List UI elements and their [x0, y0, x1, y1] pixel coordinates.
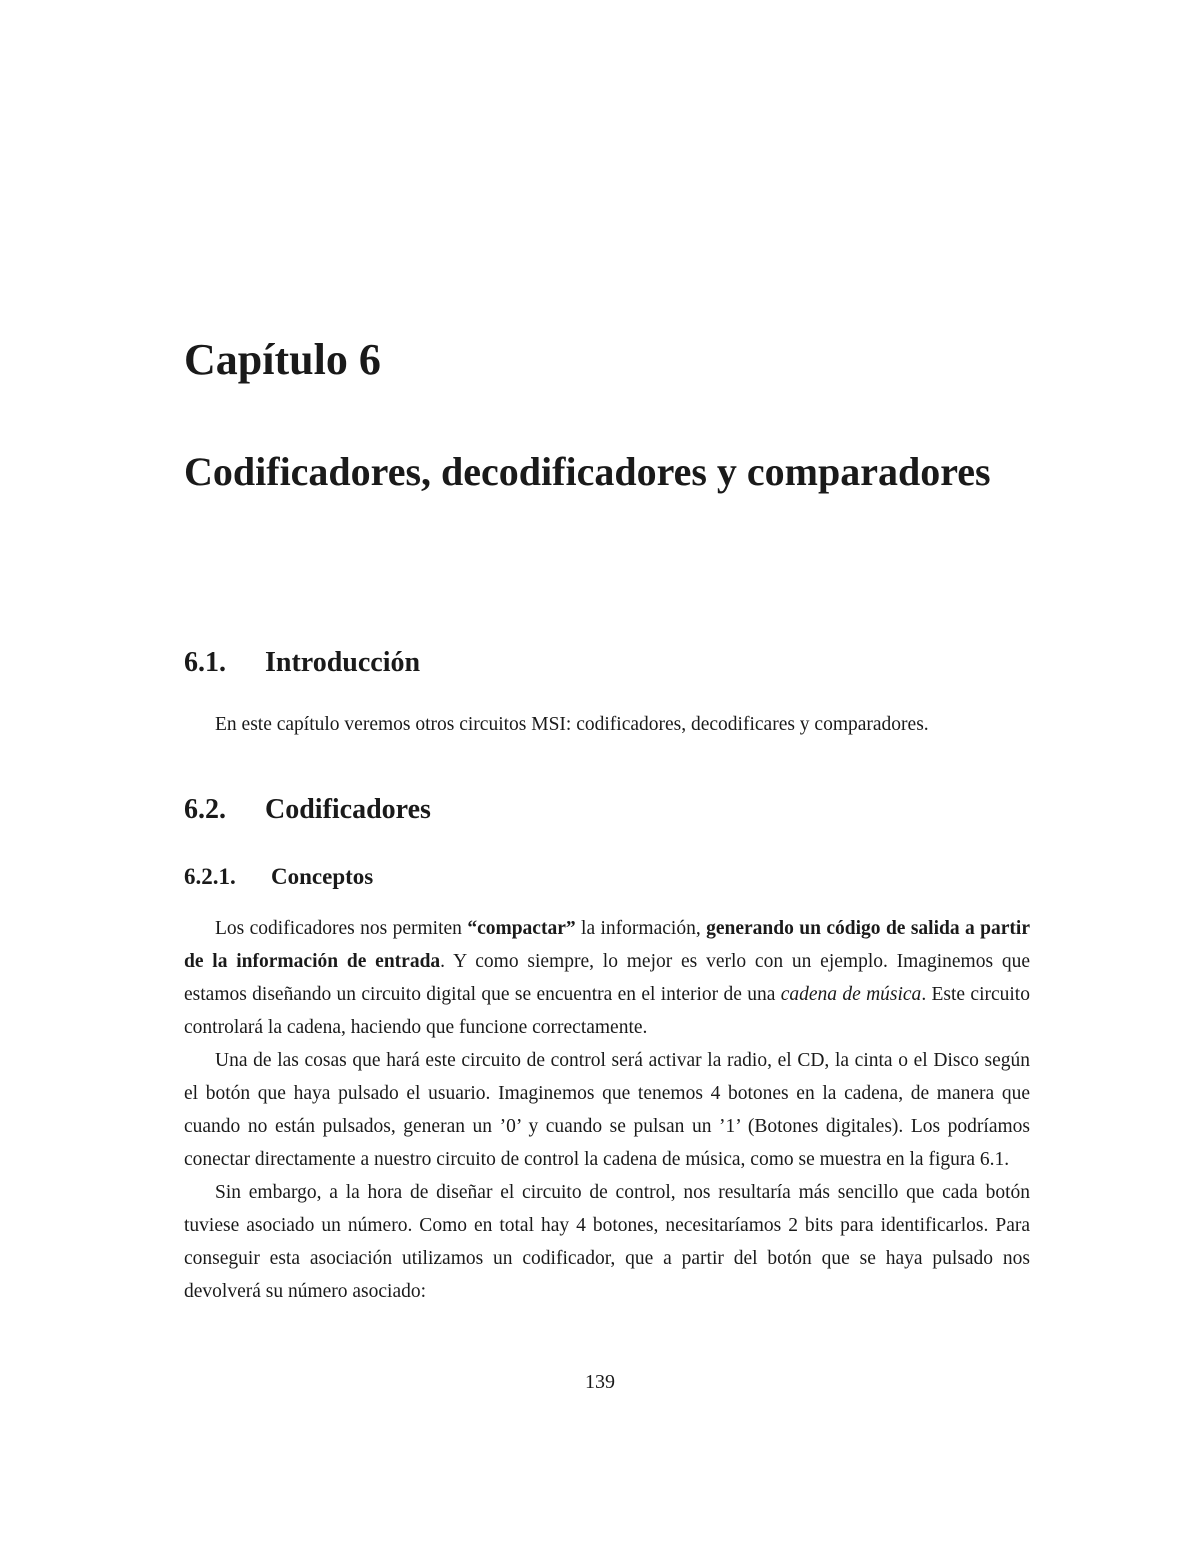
subsection-number: 6.2.1.: [184, 864, 236, 889]
bold-text-run: generando un código de salida a partir de la información de entrada: [184, 918, 1030, 972]
paragraph-3: [184, 1176, 1030, 1308]
text-run: Sin embargo, a la hora de diseñar el circuito de control, nos resultaría más sencillo que cada botón tuviese asociado un número. Como en total hay 4 botones, necesitaríamos 2 bits para identificarlos. Para conseguir esta asociación utilizamos un codificador, que a partir del botón que se haya pulsado nos devolverá su número asociado:: [184, 1182, 1030, 1302]
text-run: Una de las cosas que hará este circuito de control será activar la radio, el CD, la cinta o el Disco según el botón que haya pulsado el usuario. Imaginemos que tenemos 4 botones en la cadena, de manera que cuando no están pulsados, generan un ’0’ y cuando se pulsan un ’1’ (Botones digitales). Los podríamos conectar directamente a nuestro circuito de control la cadena de música, como se muestra en la figura 6.1.: [184, 1050, 1030, 1170]
conceptos-body: [184, 912, 1030, 1308]
bold-text-run: “compactar”: [467, 918, 576, 939]
text-run: . Y como siempre, lo mejor es verlo con un ejemplo. Imaginemos que estamos diseñando un circuito digital que se encuentra en el interior de una: [184, 951, 1031, 1005]
chapter-label: Capítulo 6: [184, 335, 381, 384]
chapter-title: Codificadores, decodificadores y comparadores: [184, 449, 991, 494]
section-title: Introducción: [265, 647, 421, 678]
section-heading-codificadores: [184, 792, 431, 828]
section-heading-introduccion: [184, 645, 420, 681]
intro-paragraph: En este capítulo veremos otros circuitos MSI: codificadores, decodificares y comparadores.: [215, 714, 929, 735]
section-number: 6.1.: [184, 647, 226, 678]
paragraph-1: [184, 912, 1030, 1044]
section-number: 6.2.: [184, 794, 226, 825]
text-run: . Este circuito controlará la cadena, haciendo que funcione correctamente.: [184, 984, 1030, 1038]
paragraph-2: [184, 1044, 1030, 1176]
italic-text-run: cadena de música: [780, 984, 922, 1005]
page-number: 139: [585, 1371, 615, 1393]
text-run: Los codificadores nos permiten: [215, 918, 468, 939]
subsection-title: Conceptos: [271, 864, 374, 889]
section-title: Codificadores: [265, 794, 431, 825]
text-run: la información,: [575, 918, 707, 939]
subsection-heading-conceptos: [184, 862, 373, 892]
